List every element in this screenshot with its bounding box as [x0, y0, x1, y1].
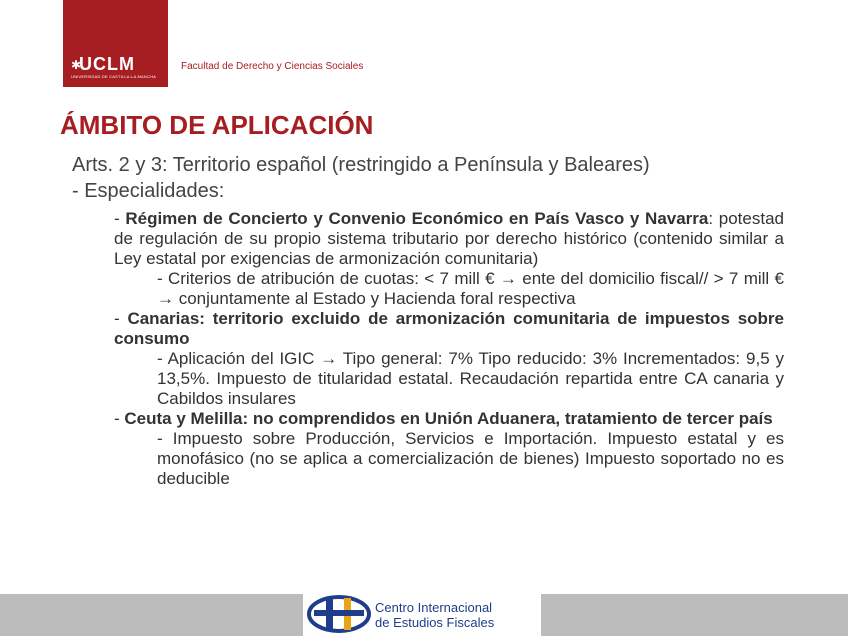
intro-line-territory: Arts. 2 y 3: Territorio español (restringido a Península y Baleares): [72, 154, 650, 176]
cief-name-line1: Centro Internacional: [375, 600, 493, 615]
section-canarias: [114, 309, 784, 349]
section-pais-vasco-navarra: [114, 209, 784, 269]
section-text: : potestad de regulación de su propio sistema tributario por derecho histórico (contenido similar a Ley estatal por exigencias de armonización comunitaria): [114, 209, 784, 268]
bullet-dash: -: [114, 309, 128, 328]
subitem-ipsi: - Impuesto sobre Producción, Servicios e Importación. Impuesto estatal y es monofásico (no se aplica a comercialización de bienes) Impuesto soportado no es deducible: [157, 429, 784, 488]
bullet-dash: -: [114, 209, 126, 228]
subitem-igic: - Aplicación del IGIC → Tipo general: 7% Tipo reducido: 3% Incrementados: 9,5 y 13,5%. Impuesto de titularidad estatal. Recaudación repartida entre CA canaria y Cabildos insulares: [157, 349, 784, 408]
uclm-logo-subtext: UNIVERSIDAD DE CASTILLA-LA MANCHA: [71, 74, 157, 79]
cief-logo: [303, 592, 541, 636]
star-icon: ✱: [71, 58, 82, 72]
uclm-logo: [63, 0, 168, 87]
bullet-dash: -: [114, 409, 125, 428]
section-heading: Régimen de Concierto y Convenio Económico en País Vasco y Navarra: [125, 209, 709, 228]
slide-content: [114, 209, 784, 489]
faculty-name: Facultad de Derecho y Ciencias Sociales: [181, 61, 364, 72]
cief-emblem-icon: [306, 594, 372, 634]
section-ceuta-melilla: [114, 409, 784, 429]
uclm-logo-text: UCLM: [79, 54, 135, 74]
slide-title: ÁMBITO DE APLICACIÓN: [60, 110, 374, 140]
section-heading: Canarias: territorio excluido de armonización comunitaria de impuestos sobre consumo: [114, 309, 784, 348]
cief-name-line2: de Estudios Fiscales: [375, 615, 495, 630]
intro-line-specialties: - Especialidades:: [72, 180, 225, 202]
intro-block: [72, 152, 650, 204]
subitem-criterios: - Criterios de atribución de cuotas: < 7 mill € → ente del domicilio fiscal// > 7 mill € → conjuntamente al Estado y Hacienda foral respectiva: [157, 269, 784, 308]
section-heading: Ceuta y Melilla: no comprendidos en Unión Aduanera, tratamiento de tercer país: [124, 409, 773, 428]
